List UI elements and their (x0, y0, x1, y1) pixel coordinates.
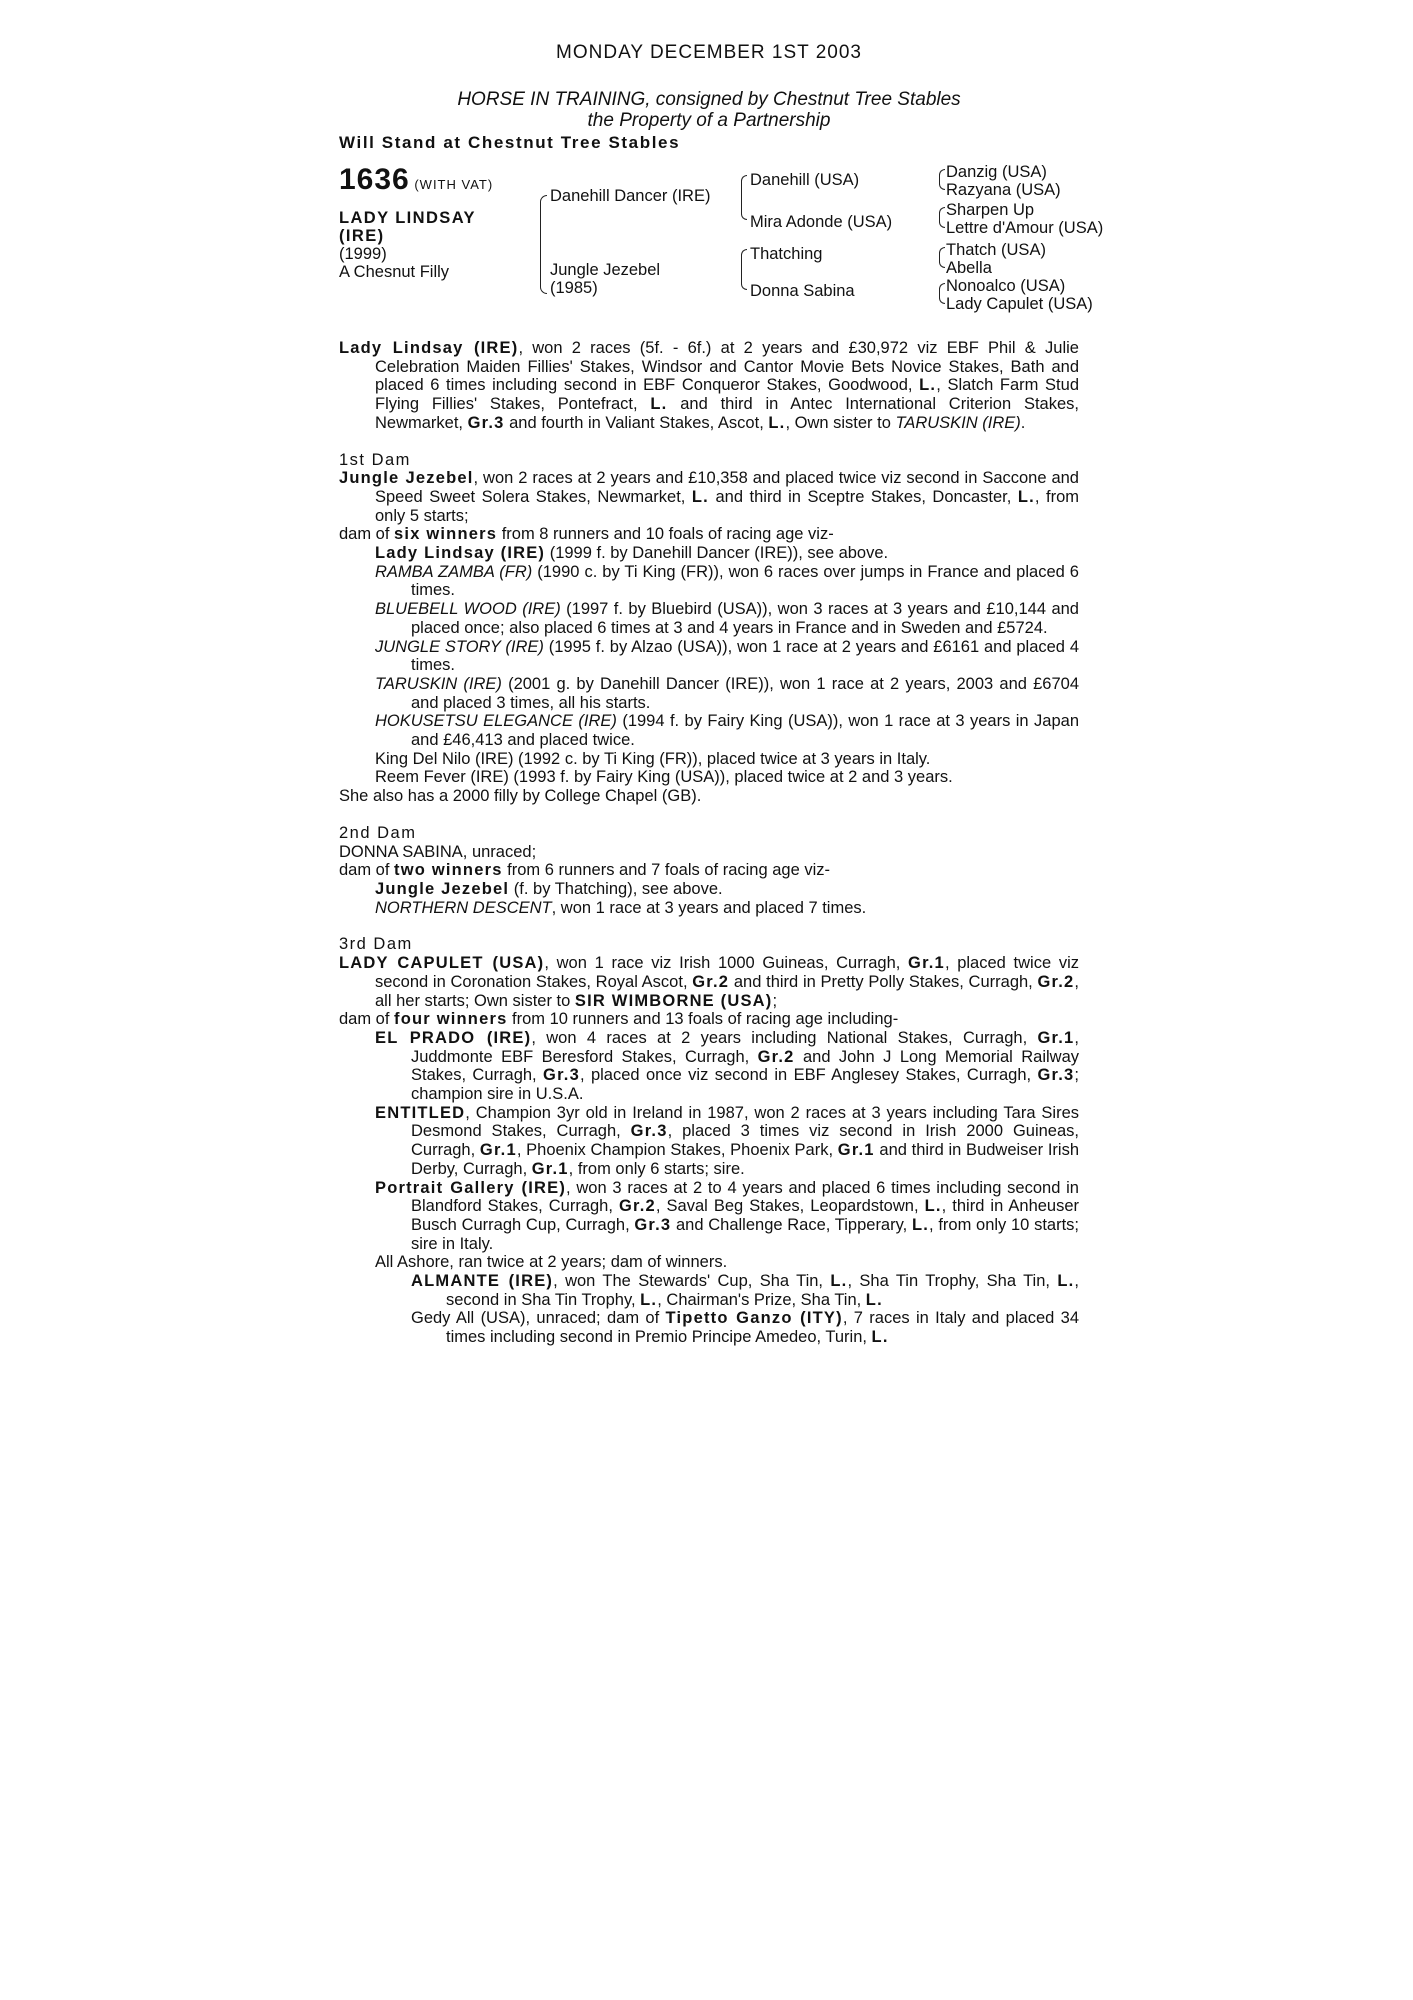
list-item: JUNGLE STORY (IRE) (1995 f. by Alzao (USA)), won 1 race at 2 years and £6161 and placed 4 times. (375, 637, 1079, 675)
list-item: Lady Lindsay (IRE) (1999 f. by Danehill Dancer (IRE)), see above. (375, 544, 889, 563)
filly-note: She also has a 2000 filly by College Chapel (GB). (339, 787, 702, 806)
list-item: HOKUSETSU ELEGANCE (IRE) (1994 f. by Fairy King (USA)), won 1 race at 3 years in Japan and £46,413 and placed twice. (375, 712, 1079, 750)
lot-number-line (339, 163, 494, 196)
brace-g8 (939, 293, 945, 304)
third-dam-record: LADY CAPULET (USA), won 1 race viz Irish 1000 Guineas, Curragh, Gr.1, placed twice viz second in Coronation Stakes, Royal Ascot, Gr.2 and third in Pretty Polly Stakes, Curragh, Gr.2, all her starts; Own sister to SIR WIMBORNE (USA); (339, 954, 1079, 1010)
catalogue-text (339, 339, 1079, 1347)
second-dam-produce-summary: dam of two winners from 6 runners and 7 foals of racing age viz- (339, 861, 830, 880)
vat-note: (WITH VAT) (414, 177, 494, 192)
list-item: ENTITLED, Champion 3yr old in Ireland in 1987, won 2 races at 3 years including Tara Sires Desmond Stakes, Curragh, Gr.3, placed 3 times viz second in Irish 2000 Guineas, Curragh, Gr.1, Phoenix Champion Stakes, Phoenix Park, Gr.1 and third in Budweiser Irish Derby, Curragh, Gr.1, from only 6 starts; sire. (375, 1103, 1079, 1178)
list-item: All Ashore, ran twice at 2 years; dam of winners. (375, 1253, 728, 1272)
list-item: TARUSKIN (IRE) (2001 g. by Danehill Dancer (IRE)), won 1 race at 2 years, 2003 and £6704 and placed 3 times, all his starts. (375, 674, 1079, 712)
list-item: Jungle Jezebel (f. by Thatching), see above. (375, 879, 723, 898)
list-item: EL PRADO (IRE), won 4 races at 2 years including National Stakes, Curragh, Gr.1, Juddmonte EBF Beresford Stakes, Curragh, Gr.2 and John J Long Memorial Railway Stakes, Curragh, Gr.3, placed once viz second in EBF Anglesey Stakes, Curragh, Gr.3; champion sire in U.S.A. (375, 1028, 1080, 1104)
horse-country: (IRE) (339, 227, 385, 245)
list-item: NORTHERN DESCENT, won 1 race at 3 years and placed 7 times. (375, 898, 867, 917)
list-item: BLUEBELL WOOD (IRE) (1997 f. by Bluebird (USA)), won 3 races at 3 years and £10,144 and placed once; also placed 6 times at 3 and 4 years in France and in Sweden and £5724. (375, 600, 1079, 637)
stand-line: Will Stand at Chestnut Tree Stables (339, 133, 681, 152)
horse-description: A Chesnut Filly (339, 263, 450, 281)
pedigree-g2: Razyana (USA) (946, 181, 1061, 199)
list-item: ALMANTE (IRE), won The Stewards' Cup, Sha Tin, L., Sha Tin Trophy, Sha Tin, L., second in Sha Tin Trophy, L., Chairman's Prize, Sha Tin, L. (411, 1272, 1080, 1309)
lot-record-name: Lady Lindsay (IRE) (339, 339, 519, 357)
dam-brace (540, 241, 547, 294)
pedigree-g7: Nonoalco (USA) (946, 277, 1066, 295)
list-item: Reem Fever (IRE) (1993 f. by Fairy King (USA)), placed twice at 2 and 3 years. (375, 768, 953, 787)
sale-date: MONDAY DECEMBER 1ST 2003 (556, 42, 862, 63)
pedigree-g5: Thatch (USA) (946, 241, 1046, 259)
second-dam-record: DONNA SABINA, unraced; (339, 842, 537, 861)
consignment-line: HORSE IN TRAINING, consigned by Chestnut Tree Stables (457, 89, 961, 110)
horse-year: (1999) (339, 245, 387, 263)
list-item: Gedy All (USA), unraced; dam of Tipetto Ganzo (ITY), 7 races in Italy and placed 34 times including second in Premio Principe Amedeo, Turin, L. (411, 1309, 1080, 1347)
first-dam-produce-summary: dam of six winners from 8 runners and 10 foals of racing age viz- (339, 525, 834, 544)
list-item: RAMBA ZAMBA (FR) (1990 c. by Ti King (FR)), won 6 races over jumps in France and placed 6 times. (375, 562, 1079, 600)
pedigree-g1: Danzig (USA) (946, 163, 1047, 181)
lot-record: Lady Lindsay (IRE), won 2 races (5f. - 6f.) at 2 years and £30,972 viz EBF Phil & Julie Celebration Maiden Fillies' Stakes, Windsor and Cantor Movie Bets Novice Stakes, Bath and placed 6 times including second in EBF Conqueror Stakes, Goodwood, L., Slatch Farm Stud Flying Fillies' Stakes, Pontefract, L. and third in Antec International Criterion Stakes, Newmarket, Gr.3 and fourth in Valiant Stakes, Ascot, L., Own sister to TARUSKIN (IRE). (339, 339, 1079, 432)
pedigree-sire-sire: Danehill (USA) (750, 171, 860, 189)
catalogue-page (339, 42, 1104, 1347)
third-dam-produce-summary: dam of four winners from 10 runners and 13 foals of racing age including- (339, 1010, 899, 1029)
pedigree-sire: Danehill Dancer (IRE) (550, 187, 711, 205)
pedigree-dam-sire: Thatching (750, 245, 823, 263)
brace-g6 (939, 257, 945, 268)
pedigree-g3: Sharpen Up (946, 201, 1035, 219)
list-item: King Del Nilo (IRE) (1992 c. by Ti King (FR)), placed twice at 3 years in Italy. (375, 749, 931, 768)
pedigree-g4: Lettre d'Amour (USA) (946, 219, 1104, 237)
pedigree-sire-dam: Mira Adonde (USA) (750, 213, 893, 231)
pedigree-dam-year: (1985) (550, 279, 598, 297)
second-dam-heading: 2nd Dam (339, 823, 417, 842)
brace-g4 (939, 217, 945, 228)
third-dam-heading: 3rd Dam (339, 935, 413, 954)
pedigree-g6: Abella (946, 259, 992, 277)
list-item: Portrait Gallery (IRE), won 3 races at 2 to 4 years and placed 6 times including second in Blandford Stakes, Curragh, Gr.2, Saval Beg Stakes, Leopardstown, L., third in Anheuser Busch Curragh Cup, Curragh, Gr.3 and Challenge Race, Tipperary, L., from only 10 starts; sire in Italy. (375, 1178, 1080, 1253)
horse-name: LADY LINDSAY (339, 209, 476, 227)
first-dam-record: Jungle Jezebel, won 2 races at 2 years and £10,358 and placed twice viz second in Saccone and Speed Sweet Solera Stakes, Newmarket, L. and third in Sceptre Stakes, Doncaster, L., from only 5 starts; (339, 469, 1080, 525)
pedigree-dam: Jungle Jezebel (550, 261, 661, 279)
lot-number: 1636 (339, 163, 410, 196)
pedigree-dam-dam: Donna Sabina (750, 282, 855, 300)
pedigree-g8: Lady Capulet (USA) (946, 295, 1093, 313)
brace-g2 (939, 179, 945, 190)
pedigree-table (339, 163, 1104, 325)
property-line: the Property of a Partnership (587, 110, 831, 131)
brace-sire-dam (741, 197, 747, 220)
brace-sire-sire (741, 175, 747, 198)
first-dam-heading: 1st Dam (339, 450, 411, 469)
brace-dam-dam (741, 269, 747, 290)
sire-brace (540, 195, 547, 242)
brace-dam-sire (741, 249, 747, 270)
